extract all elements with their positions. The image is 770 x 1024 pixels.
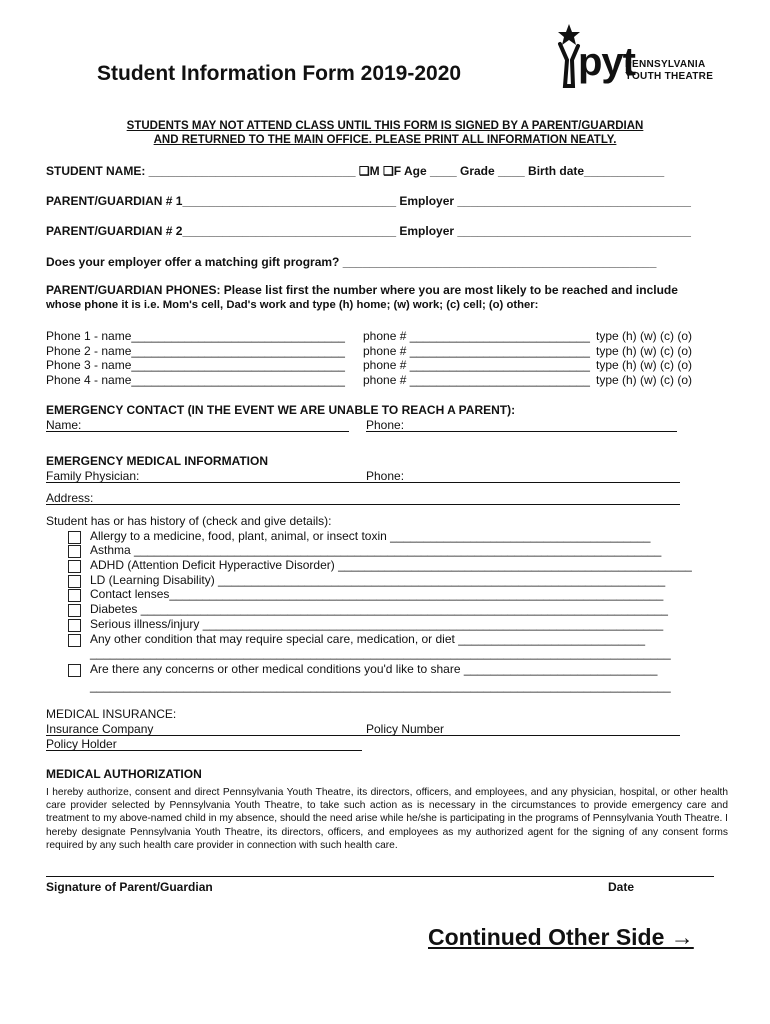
- physician-field[interactable]: [46, 482, 366, 483]
- emergency-phone-label: Phone:: [366, 418, 405, 432]
- adhd-checkbox[interactable]: [68, 560, 81, 573]
- allergy-checkbox[interactable]: [68, 531, 81, 544]
- phone-2-type[interactable]: type (h) (w) (c) (o): [596, 344, 692, 358]
- insurance-company-field[interactable]: [46, 735, 366, 736]
- serious-illness-checkbox[interactable]: [68, 619, 81, 632]
- policy-holder-label: Policy Holder: [46, 737, 117, 751]
- phones-heading: PARENT/GUARDIAN PHONES: Please list first the number where you are most likely to be reached and include: [46, 283, 678, 297]
- emergency-name-field[interactable]: [46, 431, 349, 432]
- matching-gift-field[interactable]: Does your employer offer a matching gift program? _______________________________________________: [46, 255, 657, 269]
- contact-lenses-label: Contact lenses__________________________________________________________________________: [90, 587, 664, 601]
- phone-4-name[interactable]: Phone 4 - name________________________________: [46, 373, 345, 387]
- physician-phone-field[interactable]: [366, 482, 680, 483]
- parent-guardian-2-field[interactable]: PARENT/GUARDIAN # 2________________________________ Employer ___________________________________: [46, 224, 691, 238]
- phone-4-type[interactable]: type (h) (w) (c) (o): [596, 373, 692, 387]
- insurance-heading: MEDICAL INSURANCE:: [46, 707, 177, 721]
- ld-label: LD (Learning Disability) ___________________________________________________________________: [90, 573, 666, 587]
- continued-other-side-link[interactable]: Continued Other Side →: [428, 924, 694, 950]
- contact-lenses-checkbox[interactable]: [68, 589, 81, 602]
- concerns-label: Are there any concerns or other medical conditions you'd like to share _____________________________: [90, 662, 658, 676]
- phone-3-number[interactable]: phone # ___________________________: [363, 358, 590, 372]
- policy-number-field[interactable]: [366, 735, 680, 736]
- phone-1-number[interactable]: phone # ___________________________: [363, 329, 590, 343]
- parent-guardian-1-field[interactable]: PARENT/GUARDIAN # 1________________________________ Employer ___________________________________: [46, 194, 691, 208]
- emergency-phone-field[interactable]: [366, 431, 677, 432]
- diabetes-label: Diabetes _______________________________________________________________________________: [90, 602, 668, 616]
- insurance-company-label: Insurance Company: [46, 722, 154, 736]
- asthma-label: Asthma _______________________________________________________________________________: [90, 543, 662, 557]
- logo-name-line1: PENNSYLVANIA: [625, 59, 706, 70]
- phone-3-type[interactable]: type (h) (w) (c) (o): [596, 358, 692, 372]
- emergency-contact-heading: EMERGENCY CONTACT (IN THE EVENT WE ARE UNABLE TO REACH A PARENT):: [46, 403, 516, 417]
- address-label: Address:: [46, 491, 94, 505]
- other-condition-checkbox[interactable]: [68, 634, 81, 647]
- diabetes-checkbox[interactable]: [68, 604, 81, 617]
- signature-line[interactable]: [46, 876, 714, 877]
- logo-mark: pyt: [578, 40, 635, 84]
- address-field[interactable]: [46, 504, 680, 505]
- authorization-heading: MEDICAL AUTHORIZATION: [46, 767, 202, 781]
- signature-label: Signature of Parent/Guardian: [46, 880, 213, 894]
- phone-2-name[interactable]: Phone 2 - name________________________________: [46, 344, 345, 358]
- phone-1-type[interactable]: type (h) (w) (c) (o): [596, 329, 692, 343]
- phone-4-number[interactable]: phone # ___________________________: [363, 373, 590, 387]
- physician-phone-label: Phone:: [366, 469, 405, 483]
- notice-line1: STUDENTS MAY NOT ATTEND CLASS UNTIL THIS FORM IS SIGNED BY A PARENT/GUARDIAN: [126, 120, 644, 132]
- emergency-name-label: Name:: [46, 418, 82, 432]
- concerns-checkbox[interactable]: [68, 664, 81, 677]
- serious-illness-label: Serious illness/injury _____________________________________________________________________: [90, 617, 664, 631]
- other-condition-extra-line[interactable]: _______________________________________________________________________________________: [90, 646, 671, 660]
- authorization-text: I hereby authorize, consent and direct Pennsylvania Youth Theatre, its directors, officers, and employees, and any physician, hospital, or other health care provider selected by Pennsylvania Youth Theatre, to take such action as is necessary in the circumstances to provide emergency care and treatment to my above-named child in my absence, should the need arise while he/she is participating in the programs of Pennsylvania Youth Theatre. I hereby designate Pennsylvania Youth Theatre, its directors, officers, and employees as my authorized agent for the signing of any consent forms required by any such health care provider in connection with such health care.: [46, 787, 728, 851]
- notice-line2: AND RETURNED TO THE MAIN OFFICE. PLEASE PRINT ALL INFORMATION NEATLY.: [153, 134, 617, 146]
- policy-number-label: Policy Number: [366, 722, 445, 736]
- physician-label: Family Physician:: [46, 469, 140, 483]
- adhd-label: ADHD (Attention Deficit Hyperactive Disorder) _____________________________________________________: [90, 558, 692, 572]
- form-title: Student Information Form 2019-2020: [97, 62, 462, 85]
- date-label: Date: [608, 880, 635, 894]
- allergy-label: Allergy to a medicine, food, plant, animal, or insect toxin _______________________________________: [90, 529, 651, 543]
- ld-checkbox[interactable]: [68, 575, 81, 588]
- logo-name: [625, 59, 713, 83]
- medical-info-heading: EMERGENCY MEDICAL INFORMATION: [46, 454, 269, 468]
- phone-3-name[interactable]: Phone 3 - name________________________________: [46, 358, 345, 372]
- phone-1-name[interactable]: Phone 1 - name________________________________: [46, 329, 345, 343]
- star-figure-icon: [548, 22, 728, 94]
- logo-name-line2: YOUTH THEATRE: [625, 71, 714, 82]
- student-name-field[interactable]: STUDENT NAME: _______________________________ ❏M ❏F Age ____ Grade ____ Birth date____________: [46, 164, 665, 178]
- concerns-extra-line[interactable]: _______________________________________________________________________________________: [90, 679, 671, 693]
- asthma-checkbox[interactable]: [68, 545, 81, 558]
- policy-holder-field[interactable]: [46, 750, 362, 751]
- phone-2-number[interactable]: phone # ___________________________: [363, 344, 590, 358]
- other-condition-label: Any other condition that may require special care, medication, or diet ____________________________: [90, 632, 646, 646]
- phones-subheading: whose phone it is i.e. Mom's cell, Dad's work and type (h) home; (w) work; (c) cell; (o) other:: [46, 299, 539, 311]
- history-label: Student has or has history of (check and give details):: [46, 514, 332, 528]
